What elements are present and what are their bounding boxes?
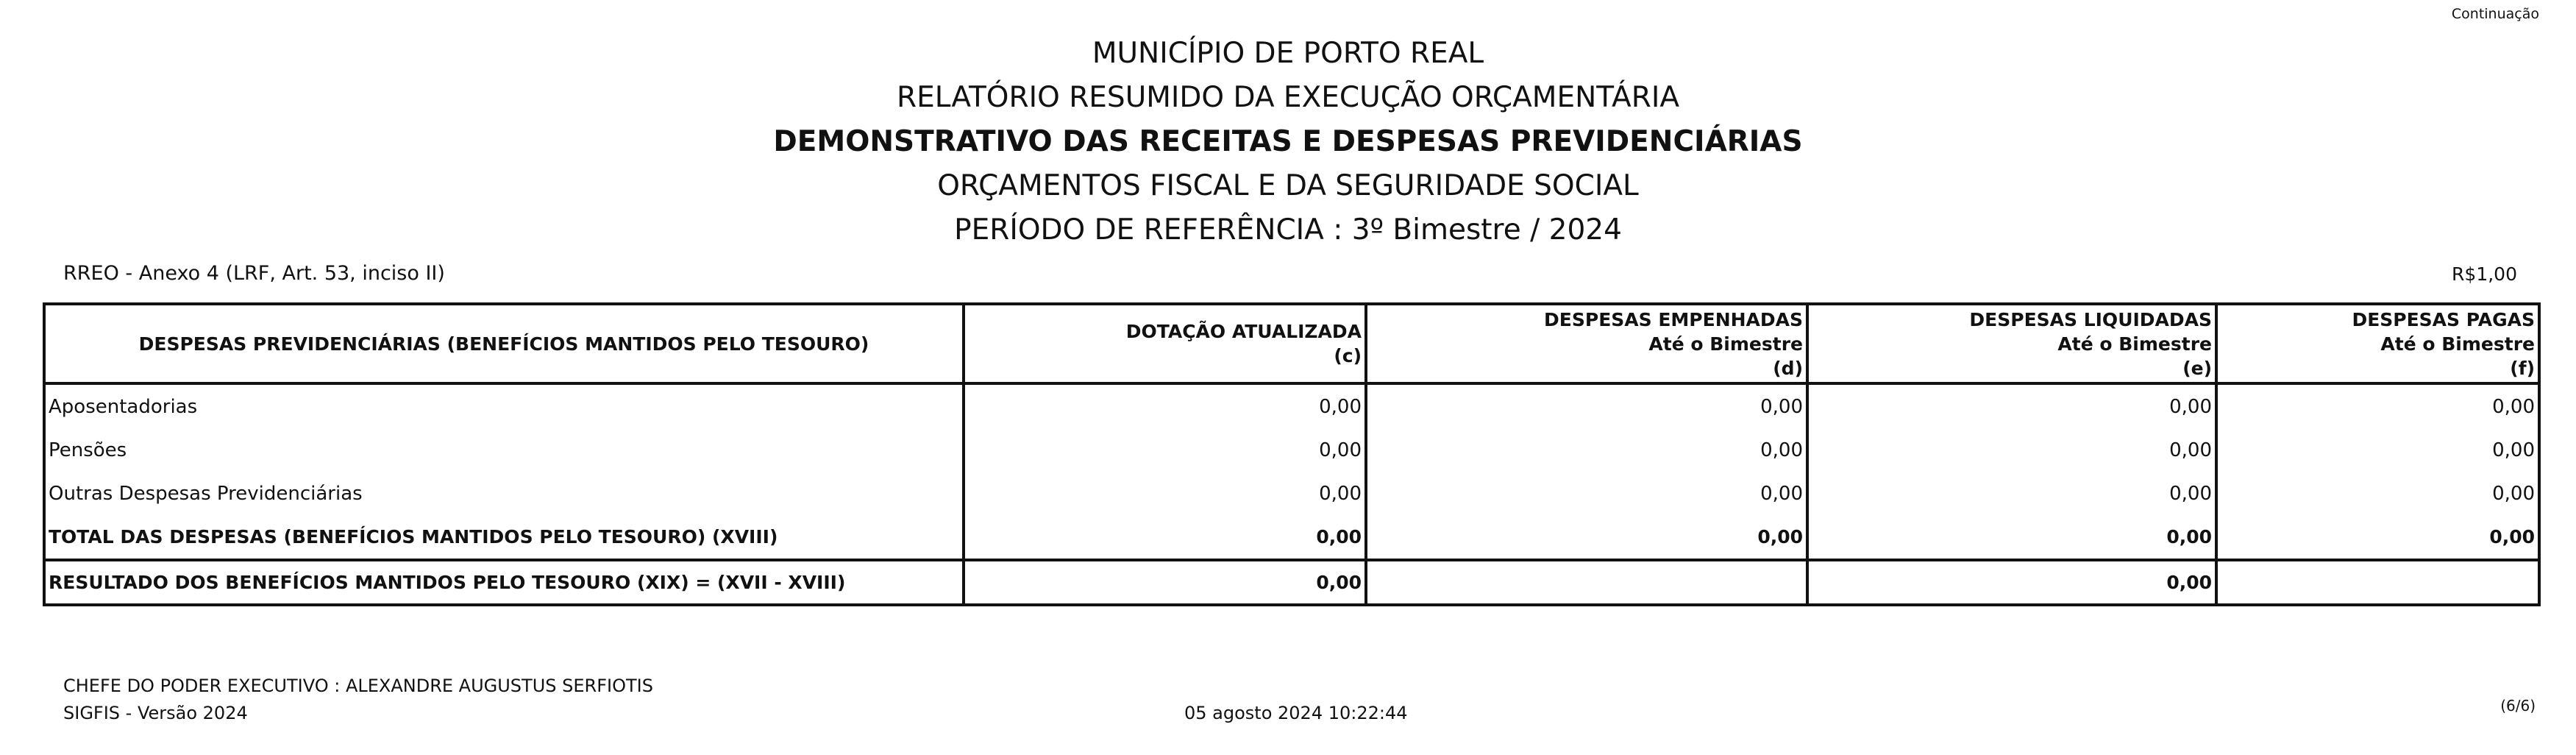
executive-chief: CHEFE DO PODER EXECUTIVO : ALEXANDRE AUGUSTUS SERFIOTIS xyxy=(63,676,653,696)
row-label: Pensões xyxy=(44,428,964,472)
cell-e: 0,00 xyxy=(1807,515,2216,560)
page-number: (6/6) xyxy=(2500,697,2536,715)
cell-d: 0,00 xyxy=(1366,515,1807,560)
column-header-d: DESPESAS EMPENHADAS Até o Bimestre (d) xyxy=(1366,304,1807,383)
municipality-title: MUNICÍPIO DE PORTO REAL xyxy=(1092,37,1484,70)
cell-f: 0,00 xyxy=(2216,515,2539,560)
cell-e: 0,00 xyxy=(1807,428,2216,472)
cell-e: 0,00 xyxy=(1807,560,2216,605)
table-header-row xyxy=(44,304,2539,383)
cell-f: 0,00 xyxy=(2216,428,2539,472)
continuation-label: Continuação xyxy=(2451,6,2539,22)
total-row xyxy=(44,515,2539,560)
currency-unit: R$1,00 xyxy=(2452,263,2517,285)
row-label: Aposentadorias xyxy=(44,383,964,428)
report-title: RELATÓRIO RESUMIDO DA EXECUÇÃO ORÇAMENTÁRIA xyxy=(896,81,1680,114)
cell-f: 0,00 xyxy=(2216,383,2539,428)
column-header-c: DOTAÇÃO ATUALIZADA (c) xyxy=(964,304,1366,383)
cell-e: 0,00 xyxy=(1807,472,2216,515)
cell-d: 0,00 xyxy=(1366,428,1807,472)
result-row xyxy=(44,560,2539,605)
pension-expenses-table xyxy=(43,302,2541,606)
table-row xyxy=(44,428,2539,472)
cell-c: 0,00 xyxy=(964,428,1366,472)
cell-f: 0,00 xyxy=(2216,472,2539,515)
generation-datetime: 05 agosto 2024 10:22:44 xyxy=(1184,703,1408,723)
row-label: Outras Despesas Previdenciárias xyxy=(44,472,964,515)
row-label: TOTAL DAS DESPESAS (BENEFÍCIOS MANTIDOS PELO TESOURO) (XVIII) xyxy=(44,515,964,560)
row-label: RESULTADO DOS BENEFÍCIOS MANTIDOS PELO TESOURO (XIX) = (XVII - XVIII) xyxy=(44,560,964,605)
cell-d xyxy=(1366,560,1807,605)
column-header-description: DESPESAS PREVIDENCIÁRIAS (BENEFÍCIOS MANTIDOS PELO TESOURO) xyxy=(44,304,964,383)
cell-f xyxy=(2216,560,2539,605)
column-header-e: DESPESAS LIQUIDADAS Até o Bimestre (e) xyxy=(1807,304,2216,383)
system-version: SIGFIS - Versão 2024 xyxy=(63,703,248,723)
cell-d: 0,00 xyxy=(1366,383,1807,428)
cell-c: 0,00 xyxy=(964,560,1366,605)
cell-c: 0,00 xyxy=(964,515,1366,560)
column-header-f: DESPESAS PAGAS Até o Bimestre (f) xyxy=(2216,304,2539,383)
table-row xyxy=(44,472,2539,515)
cell-c: 0,00 xyxy=(964,383,1366,428)
budget-title: ORÇAMENTOS FISCAL E DA SEGURIDADE SOCIAL xyxy=(937,169,1639,202)
statement-title: DEMONSTRATIVO DAS RECEITAS E DESPESAS PREVIDENCIÁRIAS xyxy=(773,125,1803,158)
cell-c: 0,00 xyxy=(964,472,1366,515)
cell-d: 0,00 xyxy=(1366,472,1807,515)
cell-e: 0,00 xyxy=(1807,383,2216,428)
table-row xyxy=(44,383,2539,428)
annex-reference: RREO - Anexo 4 (LRF, Art. 53, inciso II) xyxy=(63,262,445,285)
reference-period: PERÍODO DE REFERÊNCIA : 3º Bimestre / 2024 xyxy=(954,213,1622,247)
